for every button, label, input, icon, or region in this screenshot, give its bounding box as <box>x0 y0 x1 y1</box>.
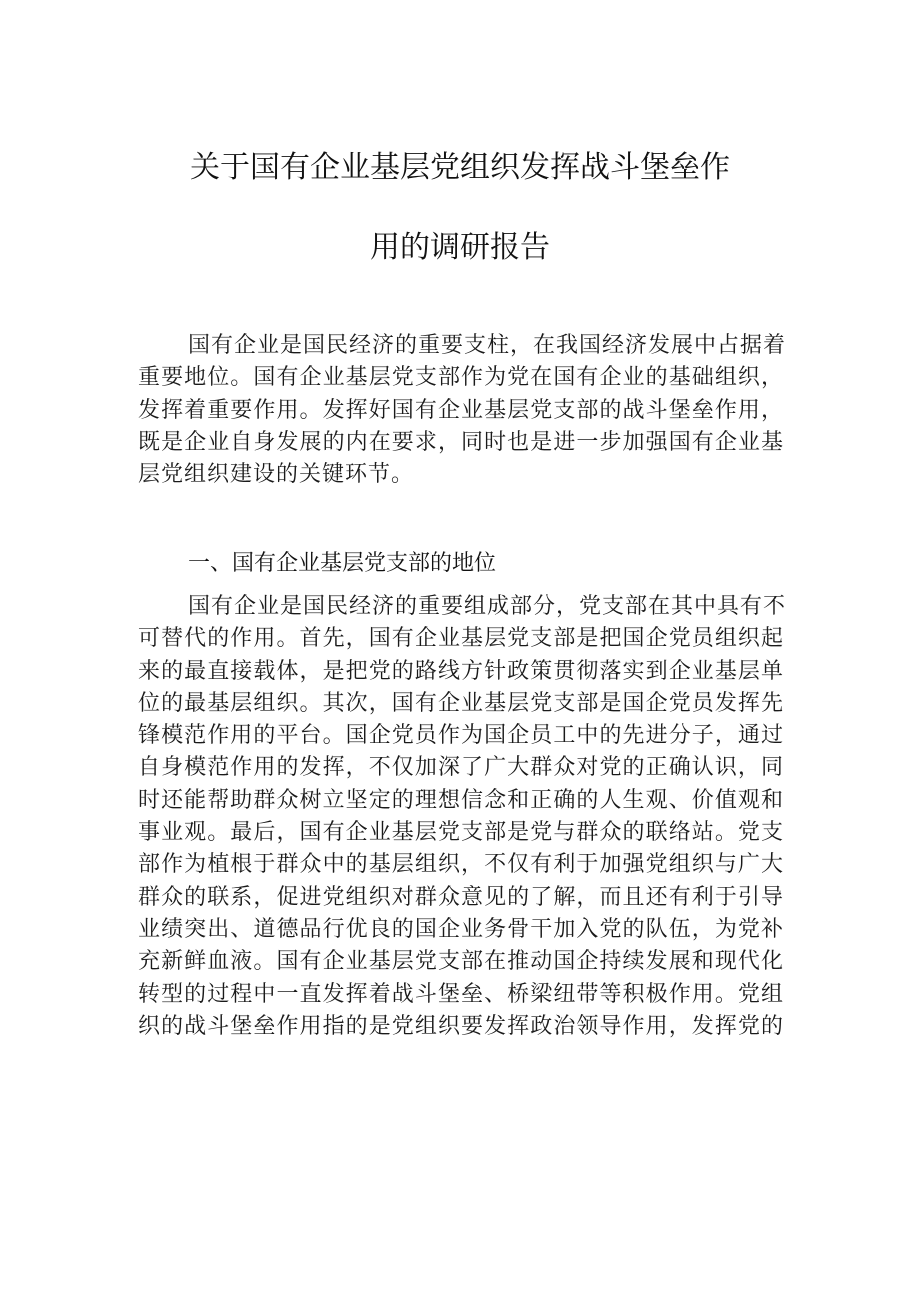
intro-line: 既是企业自身发展的内在要求，同时也是进一步加强国有企业基 <box>138 429 784 455</box>
intro-line: 国有企业是国民经济的重要支柱，在我国经济发展中占据着 <box>188 333 787 358</box>
section-1-line: 群众的联系，促进党组织对群众意见的了解，而且还有利于引导 <box>138 884 784 910</box>
intro-paragraph <box>138 330 787 491</box>
section-1-line: 事业观。最后，国有企业基层党支部是党与群众的联络站。党支 <box>138 820 784 846</box>
section-1-line: 部作为植根于群众中的基层组织，不仅有利于加强党组织与广大 <box>138 852 784 878</box>
section-1-line: 位的最基层组织。其次，国有企业基层党支部是国企党员发挥先 <box>138 690 784 716</box>
section-1-heading: 一、国有企业基层党支部的地位 <box>188 551 497 576</box>
section-1-line: 锋模范作用的平台。国企党员作为国企员工中的先进分子，通过 <box>138 723 784 749</box>
intro-line: 层党组织建设的关键环节。 <box>138 462 415 488</box>
section-1-line: 来的最直接载体，是把党的路线方针政策贯彻落实到企业基层单 <box>138 658 784 684</box>
section-1-line: 转型的过程中一直发挥着战斗堡垒、桥梁纽带等积极作用。党组 <box>138 981 784 1007</box>
section-1-line: 可替代的作用。首先，国有企业基层党支部是把国企党员组织起 <box>138 626 784 652</box>
section-1-line: 织的战斗堡垒作用指的是党组织要发挥政治领导作用，发挥党的 <box>138 1013 784 1039</box>
section-1-line: 时还能帮助群众树立坚定的理想信念和正确的人生观、价值观和 <box>138 787 784 813</box>
section-1-line: 业绩突出、道德品行优良的国企业务骨干加入党的队伍，为党补 <box>138 916 784 942</box>
section-1-line: 自身模范作用的发挥，不仅加深了广大群众对党的正确认识，同 <box>138 755 784 781</box>
document-title-line-1: 关于国有企业基层党组织发挥战斗堡垒作 <box>190 150 730 185</box>
document-title-line-2: 用的调研报告 <box>370 230 550 265</box>
section-1-line: 国有企业是国民经济的重要组成部分，党支部在其中具有不 <box>188 594 787 619</box>
intro-line: 发挥着重要作用。发挥好国有企业基层党支部的战斗堡垒作用， <box>138 397 784 423</box>
section-1-paragraph <box>138 591 787 1043</box>
intro-line: 重要地位。国有企业基层党支部作为党在国有企业的基础组织， <box>138 365 784 391</box>
section-1-line: 充新鲜血液。国有企业基层党支部在推动国企持续发展和现代化 <box>138 949 784 975</box>
